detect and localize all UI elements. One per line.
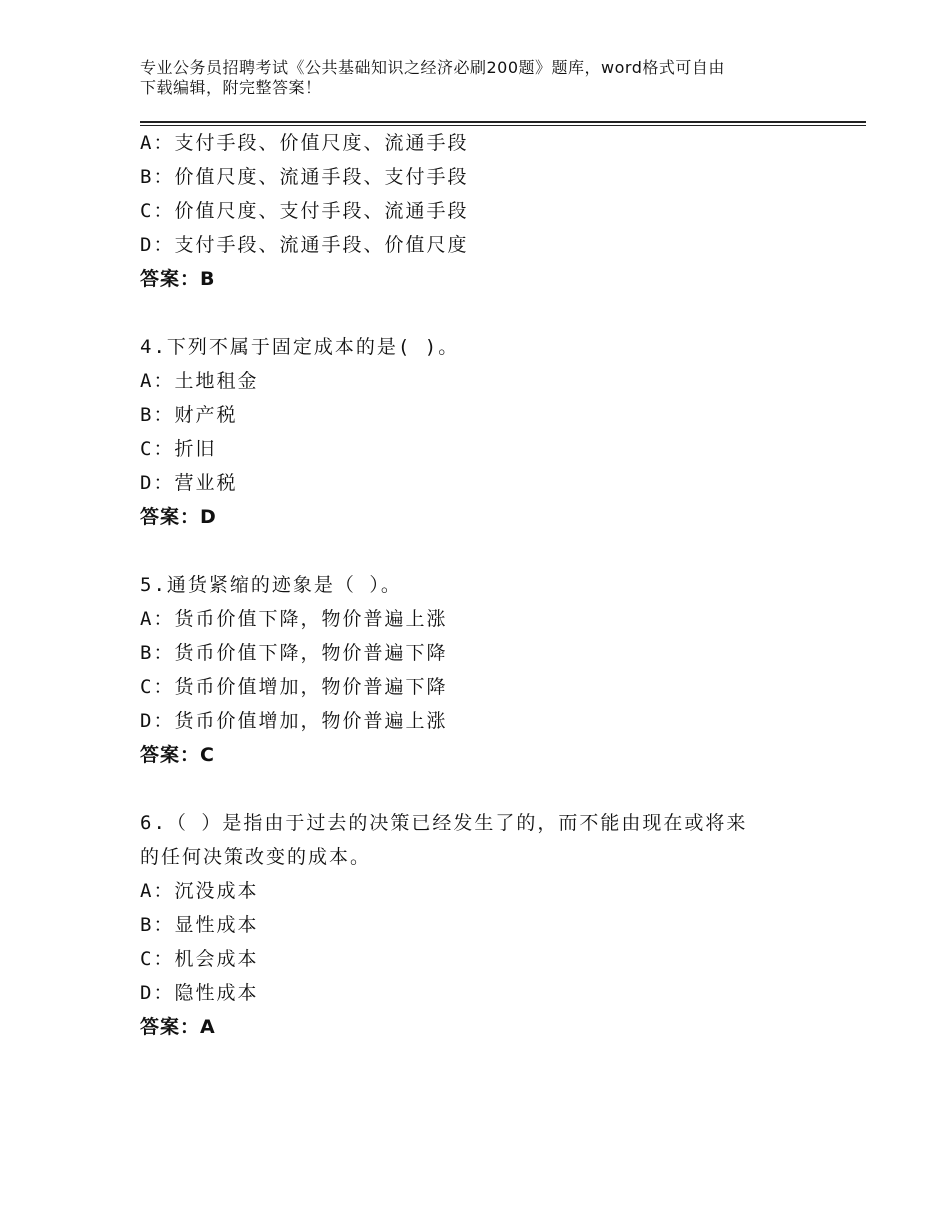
spacer	[140, 296, 860, 330]
answer-value: D	[200, 506, 217, 528]
answer-line	[140, 262, 860, 296]
answer-label: 答案：	[140, 1016, 201, 1038]
spacer	[140, 772, 860, 806]
option-b: B：货币价值下降，物价普遍下降	[140, 642, 448, 664]
answer-value: A	[200, 1016, 216, 1038]
option-a: A：货币价值下降，物价普遍上涨	[140, 608, 448, 630]
option-c: C：价值尺度、支付手段、流通手段	[140, 200, 469, 222]
answer-value: C	[200, 744, 215, 766]
option-d: D：货币价值增加，物价普遍上涨	[140, 710, 448, 732]
question-block-3	[140, 126, 860, 296]
option-a: A：土地租金	[140, 370, 259, 392]
question-stem-line-2: 的任何决策改变的成本。	[140, 846, 372, 868]
question-block-4	[140, 330, 860, 534]
question-block-5	[140, 568, 860, 772]
option-c: C：货币价值增加，物价普遍下降	[140, 676, 448, 698]
spacer	[140, 534, 860, 568]
question-stem-line-1: 6.（ ）是指由于过去的决策已经发生了的，而不能由现在或将来	[140, 812, 748, 834]
question-stem: 5.通货紧缩的迹象是（ ）。	[140, 574, 402, 596]
question-block-6	[140, 806, 860, 1044]
answer-line	[140, 1010, 860, 1044]
header-line-2: 下载编辑，附完整答案！	[140, 78, 322, 97]
option-a: A：支付手段、价值尺度、流通手段	[140, 132, 469, 154]
option-b: B：财产税	[140, 404, 238, 426]
answer-value: B	[200, 268, 216, 290]
option-a: A：沉没成本	[140, 880, 259, 902]
answer-label: 答案：	[140, 268, 201, 290]
header-divider-thick	[140, 121, 866, 123]
answer-line	[140, 738, 860, 772]
header-line-1: 专业公务员招聘考试《公共基础知识之经济必刷200题》题库，word格式可自由	[140, 58, 725, 77]
option-d: D：营业税	[140, 472, 238, 494]
answer-label: 答案：	[140, 744, 201, 766]
option-c: C：机会成本	[140, 948, 259, 970]
option-d: D：支付手段、流通手段、价值尺度	[140, 234, 469, 256]
document-header	[140, 58, 840, 98]
question-stem: 4.下列不属于固定成本的是( )。	[140, 336, 460, 358]
answer-line	[140, 500, 860, 534]
option-d: D：隐性成本	[140, 982, 259, 1004]
option-b: B：显性成本	[140, 914, 259, 936]
answer-label: 答案：	[140, 506, 201, 528]
option-c: C：折旧	[140, 438, 217, 460]
question-list	[140, 126, 860, 1044]
option-b: B：价值尺度、流通手段、支付手段	[140, 166, 469, 188]
